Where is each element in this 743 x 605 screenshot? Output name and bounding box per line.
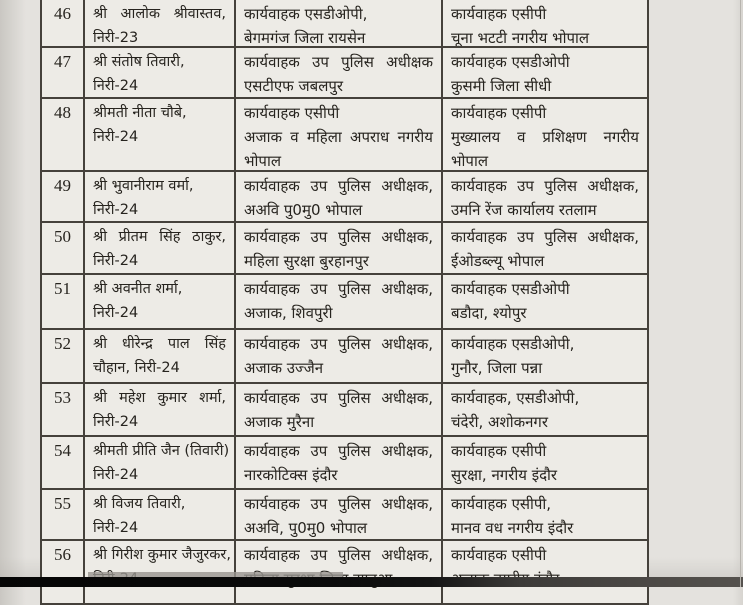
serial-number: 54 [54, 441, 71, 460]
name-cell [85, 384, 236, 437]
current-posting-cell [236, 99, 443, 172]
new-posting-cell [443, 490, 649, 541]
current-posting-cell-line: अजाक, शिवपुरी [244, 304, 333, 322]
serial-number: 46 [54, 4, 71, 23]
name-cell-line: निरी-23 [93, 30, 139, 46]
serial-number: 50 [54, 227, 71, 246]
current-posting-cell [236, 490, 443, 541]
serial-cell [40, 275, 85, 330]
name-cell-line: श्रीमती प्रीति जैन (तिवारी) [93, 443, 230, 459]
name-cell [85, 490, 236, 541]
new-posting-cell-line: कार्यवाहक एसीपी [451, 5, 547, 23]
serial-number: 51 [54, 279, 71, 298]
current-posting-cell-line: अजाक व महिला अपराध नगरीय [244, 128, 433, 146]
serial-number: 56 [54, 545, 71, 564]
new-posting-cell-line: कार्यवाहक एसीपी [451, 546, 547, 564]
transfer-order-table [40, 0, 649, 605]
current-posting-cell-line: अअवि पु0मु0 भोपाल [244, 201, 363, 219]
current-posting-cell-line: कार्यवाहक उप पुलिस अधीक्षक [244, 53, 433, 71]
new-posting-cell [443, 541, 649, 605]
name-cell-line: निरी-24 [93, 78, 139, 94]
current-posting-cell-line: अजाक उज्जैन [244, 359, 324, 377]
current-posting-cell-line: कार्यवाहक उप पुलिस अधीक्षक, [244, 389, 433, 407]
new-posting-cell [443, 330, 649, 384]
name-cell [85, 223, 236, 275]
current-posting-cell-line: अजाक मुरैना [244, 413, 315, 431]
serial-cell [40, 99, 85, 172]
current-posting-cell-line: कार्यवाहक एसडीओपी, [244, 5, 368, 23]
current-posting-cell [236, 48, 443, 99]
name-cell [85, 330, 236, 384]
new-posting-cell [443, 48, 649, 99]
name-cell [85, 99, 236, 172]
new-posting-cell-line: मुख्यालय व प्रशिक्षण नगरीय [451, 128, 639, 146]
new-posting-cell-line: चूना भटटी नगरीय भोपाल [451, 29, 590, 47]
name-cell-line: श्री अवनीत शर्मा, [93, 281, 183, 297]
name-cell [85, 437, 236, 490]
name-cell-line: निरी-24 [93, 253, 139, 269]
name-cell-line: चौहान, निरी-24 [93, 360, 180, 376]
name-cell-line: श्री भुवानीराम वर्मा, [93, 178, 194, 194]
scan-bottom-edge [0, 577, 743, 587]
current-posting-cell-line: महिला सुरक्षा बुरहानपुर [244, 252, 369, 270]
name-cell-line: श्री आलोक श्रीवास्तव, [93, 6, 226, 22]
table-row [40, 99, 649, 172]
name-cell-line: श्री महेश कुमार शर्मा, [93, 390, 226, 406]
serial-number: 55 [54, 494, 71, 513]
current-posting-cell-line: कार्यवाहक उप पुलिस अधीक्षक, [244, 228, 433, 246]
serial-cell [40, 437, 85, 490]
new-posting-cell-line: कार्यवाहक उप पुलिस अधीक्षक, [451, 228, 639, 246]
name-cell-line: निरी-24 [93, 520, 139, 536]
serial-cell [40, 490, 85, 541]
serial-number: 53 [54, 388, 71, 407]
current-posting-cell [236, 330, 443, 384]
current-posting-cell-line: कार्यवाहक उप पुलिस अधीक्षक, [244, 495, 433, 513]
new-posting-cell [443, 384, 649, 437]
name-cell-line: निरी-24 [93, 202, 139, 218]
new-posting-cell-line: चंदेरी, अशोकनगर [451, 413, 549, 431]
table-row [40, 172, 649, 223]
new-posting-cell [443, 437, 649, 490]
serial-cell [40, 541, 85, 605]
name-cell [85, 172, 236, 223]
name-cell [85, 0, 236, 48]
new-posting-cell-line: भोपाल [451, 152, 489, 170]
table-row [40, 384, 649, 437]
serial-number: 52 [54, 334, 71, 353]
current-posting-cell-line: कार्यवाहक एसीपी [244, 104, 340, 122]
new-posting-cell-line: सुरक्षा, नगरीय इंदौर [451, 466, 558, 484]
current-posting-cell-line: एसटीएफ जबलपुर [244, 77, 344, 95]
new-posting-cell-line: ईओडब्ल्यू भोपाल [451, 252, 545, 270]
new-posting-cell-line: कार्यवाहक एसीपी [451, 104, 547, 122]
new-posting-cell [443, 275, 649, 330]
current-posting-cell [236, 0, 443, 48]
name-cell [85, 275, 236, 330]
name-cell-line: निरी-24 [93, 467, 139, 483]
new-posting-cell-line: कार्यवाहक उप पुलिस अधीक्षक, [451, 177, 639, 195]
name-cell-line: श्री संतोष तिवारी, [93, 54, 185, 70]
current-posting-cell-line: भोपाल [244, 152, 282, 170]
serial-cell [40, 48, 85, 99]
serial-cell [40, 223, 85, 275]
name-cell-line: श्रीमती नीता चौबे, [93, 105, 187, 121]
table-row [40, 490, 649, 541]
current-posting-cell [236, 172, 443, 223]
serial-cell [40, 0, 85, 48]
table-row [40, 330, 649, 384]
current-posting-cell [236, 437, 443, 490]
serial-number: 49 [54, 176, 71, 195]
current-posting-cell-line: कार्यवाहक उप पुलिस अधीक्षक, [244, 280, 433, 298]
serial-cell [40, 330, 85, 384]
new-posting-cell-line: कार्यवाहक एसीपी, [451, 495, 552, 513]
name-cell-line: निरी-24 [93, 129, 139, 145]
current-posting-cell-line: कार्यवाहक उप पुलिस अधीक्षक, [244, 442, 433, 460]
new-posting-cell-line: कार्यवाहक एसीपी [451, 442, 547, 460]
name-cell-line: निरी-24 [93, 305, 139, 321]
serial-number: 47 [54, 52, 71, 71]
new-posting-cell-line: बडौदा, श्योपुर [451, 304, 527, 322]
new-posting-cell-line: गुनौर, जिला पन्ना [451, 359, 543, 377]
name-cell-line: श्री प्रीतम सिंह ठाकुर, [93, 229, 226, 245]
current-posting-cell [236, 384, 443, 437]
name-cell-line: निरी-24 [93, 414, 139, 430]
current-posting-cell [236, 223, 443, 275]
name-cell-line: श्री गिरीश कुमार जैजुरकर, [93, 547, 231, 563]
current-posting-cell-line: कार्यवाहक उप पुलिस अधीक्षक, [244, 177, 433, 195]
new-posting-cell-line: कार्यवाहक एसडीओपी [451, 53, 570, 71]
new-posting-cell-line: कार्यवाहक एसडीओपी [451, 280, 570, 298]
new-posting-cell-line: कुसमी जिला सीधी [451, 77, 552, 95]
current-posting-cell-line: नारकोटिक्स इंदौर [244, 466, 338, 484]
current-posting-cell-line: अअवि, पु0मु0 भोपाल [244, 519, 368, 537]
table-row [40, 275, 649, 330]
table-row [40, 0, 649, 48]
table-row [40, 48, 649, 99]
table-row [40, 223, 649, 275]
new-posting-cell [443, 99, 649, 172]
name-cell-line: श्री धीरेन्द्र पाल सिंह [93, 336, 226, 352]
current-posting-cell-line: कार्यवाहक उप पुलिस अधीक्षक, [244, 335, 433, 353]
new-posting-cell [443, 223, 649, 275]
name-cell [85, 48, 236, 99]
paper-edge [740, 0, 741, 587]
serial-number: 48 [54, 103, 71, 122]
serial-cell [40, 172, 85, 223]
serial-cell [40, 384, 85, 437]
current-posting-cell-line: कार्यवाहक उप पुलिस अधीक्षक, [244, 546, 433, 564]
current-posting-cell [236, 275, 443, 330]
new-posting-cell-line: मानव वध नगरीय इंदौर [451, 519, 574, 537]
new-posting-cell [443, 0, 649, 48]
new-posting-cell-line: कार्यवाहक, एसडीओपी, [451, 389, 580, 407]
new-posting-cell-line: उमनि रेंज कार्यालय रतलाम [451, 201, 597, 219]
current-posting-cell-line: बेगमगंज जिला रायसेन [244, 29, 366, 47]
name-cell-line: श्री विजय तिवारी, [93, 496, 186, 512]
table-row [40, 437, 649, 490]
new-posting-cell [443, 172, 649, 223]
new-posting-cell-line: कार्यवाहक एसडीओपी, [451, 335, 575, 353]
